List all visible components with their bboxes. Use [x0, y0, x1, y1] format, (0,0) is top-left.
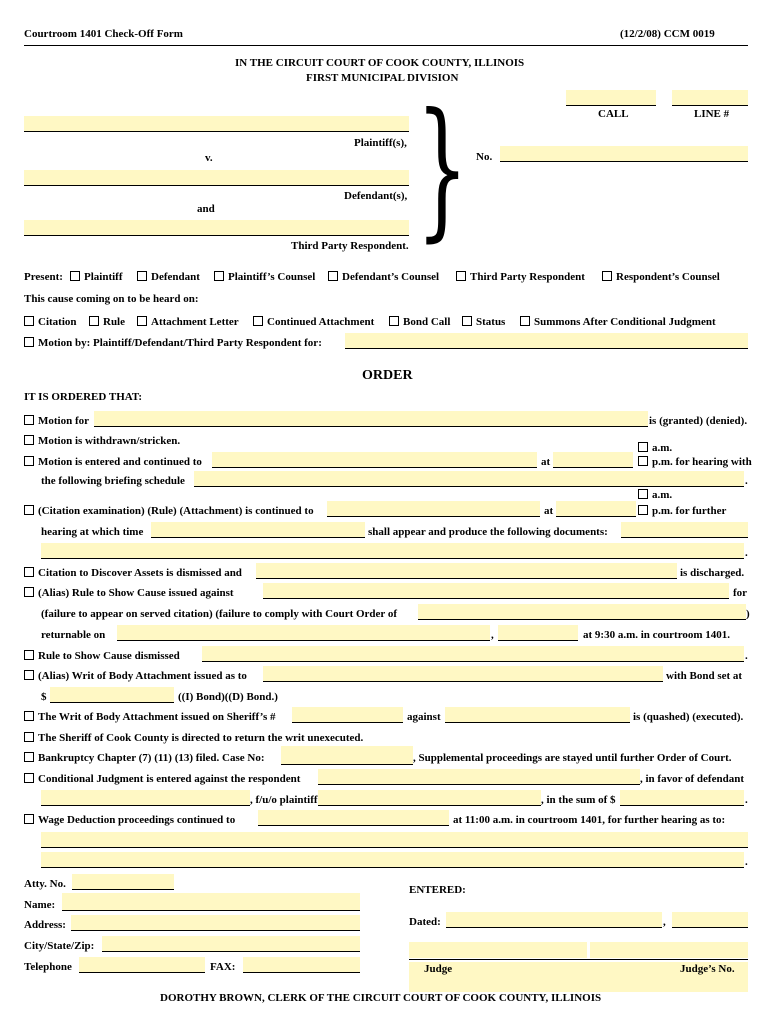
comma: ,	[491, 629, 494, 641]
line-number-label: LINE #	[694, 108, 730, 120]
case-number-label: No.	[476, 151, 493, 163]
period: .	[745, 547, 748, 559]
checkbox-icon[interactable]	[137, 271, 147, 281]
call-label: CALL	[598, 108, 629, 120]
sheriff-number-field[interactable]	[292, 707, 403, 723]
dated-field[interactable]	[446, 912, 662, 928]
respondent-field[interactable]	[318, 769, 640, 785]
wage-hearing-field-1[interactable]	[41, 832, 748, 848]
courtroom-930-label: at 9:30 a.m. in courtroom 1401.	[583, 629, 731, 641]
cause-attachment-letter[interactable]: Attachment Letter	[137, 316, 239, 329]
for-label: for	[733, 587, 748, 599]
pm-further-check[interactable]: p.m. for further	[638, 505, 726, 518]
versus-label: v.	[205, 152, 213, 164]
checkbox-icon[interactable]	[70, 271, 80, 281]
fax-field[interactable]	[243, 957, 360, 973]
motion-by-field[interactable]	[345, 333, 748, 349]
hearing-person-field[interactable]	[151, 522, 365, 538]
motion-for-field[interactable]	[94, 411, 648, 427]
briefing-label: the following briefing schedule	[41, 475, 185, 487]
alias-writ-check[interactable]: (Alias) Writ of Body Attachment issued as to	[24, 670, 247, 683]
checkbox-icon[interactable]	[638, 505, 648, 515]
line-number-field[interactable]	[672, 90, 748, 106]
sum-field[interactable]	[620, 790, 744, 806]
discharged-label: is discharged.	[680, 567, 745, 579]
checkbox-icon[interactable]	[24, 337, 34, 347]
checkbox-icon[interactable]	[24, 711, 34, 721]
citation-continued-check[interactable]: (Citation examination) (Rule) (Attachment) is continued to	[24, 505, 314, 518]
favor-defendant-label: , in favor of defendant	[640, 773, 744, 785]
discharged-party-field[interactable]	[256, 563, 677, 579]
checkbox-icon[interactable]	[24, 435, 34, 445]
third-party-field[interactable]	[24, 220, 409, 236]
dollar-sign: $	[41, 691, 47, 703]
cause-citation[interactable]: Citation	[24, 316, 77, 329]
judge-label: Judge	[424, 963, 453, 975]
present-plaintiffs-counsel[interactable]: Plaintiff’s Counsel	[214, 271, 315, 284]
documents-field-1[interactable]	[621, 522, 748, 538]
cause-summons[interactable]: Summons After Conditional Judgment	[520, 316, 716, 329]
judge-signature-line	[409, 959, 748, 960]
bond-amount-field[interactable]	[50, 687, 174, 703]
checkbox-icon[interactable]	[602, 271, 612, 281]
city-label: City/State/Zip:	[24, 940, 95, 952]
courtroom-1100-label: at 11:00 a.m. in courtroom 1401, for further hearing as to:	[453, 814, 726, 826]
checkbox-icon[interactable]	[24, 567, 34, 577]
defendants-label: Defendant(s),	[344, 190, 408, 202]
continued-time-field[interactable]	[553, 452, 633, 468]
judge-signature-field[interactable]	[409, 942, 587, 958]
name-label: Name:	[24, 899, 56, 911]
checkbox-icon[interactable]	[137, 316, 147, 326]
and-label: and	[197, 203, 215, 215]
cause-label: This cause coming on to be heard on:	[24, 293, 199, 305]
failure-label: (failure to appear on served citation) (failure to comply with Court Order of	[41, 608, 398, 620]
citation-date-field[interactable]	[327, 501, 540, 517]
checkbox-icon[interactable]	[253, 316, 263, 326]
judge-number-field-top[interactable]	[590, 942, 748, 958]
caption-brace: }	[416, 82, 469, 256]
at-label: at	[544, 505, 554, 517]
writ-party-field[interactable]	[263, 666, 663, 682]
motion-for-check[interactable]: Motion for	[24, 415, 89, 428]
cause-status[interactable]: Status	[462, 316, 505, 329]
checkbox-icon[interactable]	[462, 316, 472, 326]
sheriff-directed-check[interactable]: The Sheriff of Cook County is directed to return the writ unexecuted.	[24, 732, 363, 745]
division-name: FIRST MUNICIPAL DIVISION	[306, 72, 459, 84]
checkbox-icon[interactable]	[214, 271, 224, 281]
checkbox-icon[interactable]	[24, 505, 34, 515]
continued-date-field[interactable]	[212, 452, 537, 468]
case-number-field[interactable]	[500, 146, 748, 162]
rule-against-field[interactable]	[263, 583, 729, 599]
defendant-name-field[interactable]	[41, 790, 250, 806]
writ-sheriff-check[interactable]: The Writ of Body Attachment issued on Sheriff’s #	[24, 711, 276, 724]
present-label: Present:	[24, 271, 63, 283]
quashed-label: is (quashed) (executed).	[633, 711, 744, 723]
checkbox-icon[interactable]	[638, 442, 648, 452]
hearing-at-label: hearing at which time	[41, 526, 144, 538]
present-defendant[interactable]: Defendant	[137, 271, 200, 284]
checkbox-icon[interactable]	[24, 650, 34, 660]
defendant-field[interactable]	[24, 170, 409, 186]
am-check-1[interactable]: a.m.	[638, 442, 672, 455]
period: .	[745, 794, 748, 806]
pm-hearing-check[interactable]: p.m. for hearing with	[638, 456, 752, 469]
bond-set-label: with Bond set at	[666, 670, 743, 682]
dated-year-field[interactable]	[672, 912, 748, 928]
checkbox-icon[interactable]	[24, 415, 34, 425]
period: .	[745, 475, 748, 487]
motion-withdrawn-check[interactable]: Motion is withdrawn/stricken.	[24, 435, 180, 448]
clerk-footer: DOROTHY BROWN, CLERK OF THE CIRCUIT COURT OF COOK COUNTY, ILLINOIS	[160, 992, 602, 1004]
motion-by[interactable]: Motion by: Plaintiff/Defendant/Third Party Respondent for:	[24, 337, 322, 350]
citation-dismissed-check[interactable]: Citation to Discover Assets is dismissed and	[24, 567, 242, 580]
checkbox-icon[interactable]	[24, 670, 34, 680]
bond-type-label: ((I) Bond)((D) Bond.)	[178, 691, 278, 703]
checkbox-icon[interactable]	[24, 814, 34, 824]
checkbox-icon[interactable]	[24, 456, 34, 466]
form-code: (12/2/08) CCM 0019	[620, 28, 715, 40]
form-title: Courtroom 1401 Check-Off Form	[24, 28, 183, 40]
city-field[interactable]	[102, 936, 360, 952]
plaintiff-name-field[interactable]	[318, 790, 541, 806]
third-party-label: Third Party Respondent.	[291, 240, 409, 252]
checkbox-icon[interactable]	[89, 316, 99, 326]
wage-hearing-field-2[interactable]	[41, 852, 744, 868]
address-label: Address:	[24, 919, 66, 931]
checkbox-icon[interactable]	[24, 587, 34, 597]
call-field[interactable]	[566, 90, 656, 106]
checkbox-icon[interactable]	[328, 271, 338, 281]
against-label: against	[407, 711, 441, 723]
returnable-label: returnable on	[41, 629, 106, 641]
address-field[interactable]	[71, 915, 360, 931]
comma: ,	[663, 916, 666, 928]
checkbox-icon[interactable]	[389, 316, 399, 326]
name-field[interactable]	[62, 893, 360, 911]
ordered-that-label: IT IS ORDERED THAT:	[24, 391, 143, 403]
am-check-2[interactable]: a.m.	[638, 489, 672, 502]
telephone-label: Telephone	[24, 961, 72, 973]
checkbox-icon[interactable]	[638, 489, 648, 499]
granted-denied-label: is (granted) (denied).	[649, 415, 748, 427]
wage-date-field[interactable]	[258, 810, 449, 826]
period: .	[745, 650, 748, 662]
period: .	[745, 856, 748, 868]
checkbox-icon[interactable]	[638, 456, 648, 466]
bankruptcy-case-field[interactable]	[281, 746, 413, 765]
checkbox-icon[interactable]	[24, 732, 34, 742]
atty-no-label: Atty. No.	[24, 878, 66, 890]
documents-field-2[interactable]	[41, 543, 744, 559]
at-label: at	[541, 456, 551, 468]
dated-label: Dated:	[409, 916, 441, 928]
fax-label: FAX:	[210, 961, 236, 973]
plaintiff-field[interactable]	[24, 116, 409, 132]
motion-continued-check[interactable]: Motion is entered and continued to	[24, 456, 202, 469]
entered-label: ENTERED:	[409, 884, 466, 896]
checkbox-icon[interactable]	[456, 271, 466, 281]
alias-rule-check[interactable]: (Alias) Rule to Show Cause issued against	[24, 587, 234, 600]
citation-time-field[interactable]	[556, 501, 636, 517]
plaintiffs-label: Plaintiff(s),	[354, 137, 407, 149]
supplemental-label: , Supplemental proceedings are stayed until further Order of Court.	[413, 752, 732, 764]
atty-no-field[interactable]	[72, 874, 174, 890]
header-rule	[24, 45, 748, 46]
checkbox-icon[interactable]	[24, 316, 34, 326]
conditional-judgment-check[interactable]: Conditional Judgment is entered against the respondent	[24, 773, 300, 786]
wage-deduction-check[interactable]: Wage Deduction proceedings continued to	[24, 814, 235, 827]
fuo-plaintiff-label: , f/u/o plaintiff	[250, 794, 318, 806]
present-third-party[interactable]: Third Party Respondent	[456, 271, 585, 284]
order-heading: ORDER	[362, 368, 413, 383]
briefing-field[interactable]	[194, 471, 744, 487]
returnable-date-field[interactable]	[117, 625, 490, 641]
close-paren: )	[746, 608, 750, 620]
cause-continued-attachment[interactable]: Continued Attachment	[253, 316, 374, 329]
writ-against-field[interactable]	[445, 707, 630, 723]
rule-dismissed-field[interactable]	[202, 646, 744, 662]
present-plaintiff[interactable]: Plaintiff	[70, 271, 123, 284]
rule-dismissed-check[interactable]: Rule to Show Cause dismissed	[24, 650, 180, 663]
returnable-year-field[interactable]	[498, 625, 578, 641]
bankruptcy-check[interactable]: Bankruptcy Chapter (7) (11) (13) filed. Case No:	[24, 752, 265, 765]
shall-appear-label: shall appear and produce the following documents:	[368, 526, 608, 538]
present-defendants-counsel[interactable]: Defendant’s Counsel	[328, 271, 439, 284]
checkbox-icon[interactable]	[24, 752, 34, 762]
sum-of-label: , in the sum of $	[541, 794, 616, 806]
checkbox-icon[interactable]	[24, 773, 34, 783]
court-name: IN THE CIRCUIT COURT OF COOK COUNTY, ILLINOIS	[235, 57, 525, 69]
telephone-field[interactable]	[79, 957, 205, 973]
court-order-date-field[interactable]	[418, 604, 746, 620]
cause-rule[interactable]: Rule	[89, 316, 125, 329]
judge-number-label: Judge’s No.	[680, 963, 735, 975]
checkbox-icon[interactable]	[520, 316, 530, 326]
cause-bond-call[interactable]: Bond Call	[389, 316, 450, 329]
present-respondents-counsel[interactable]: Respondent’s Counsel	[602, 271, 720, 284]
